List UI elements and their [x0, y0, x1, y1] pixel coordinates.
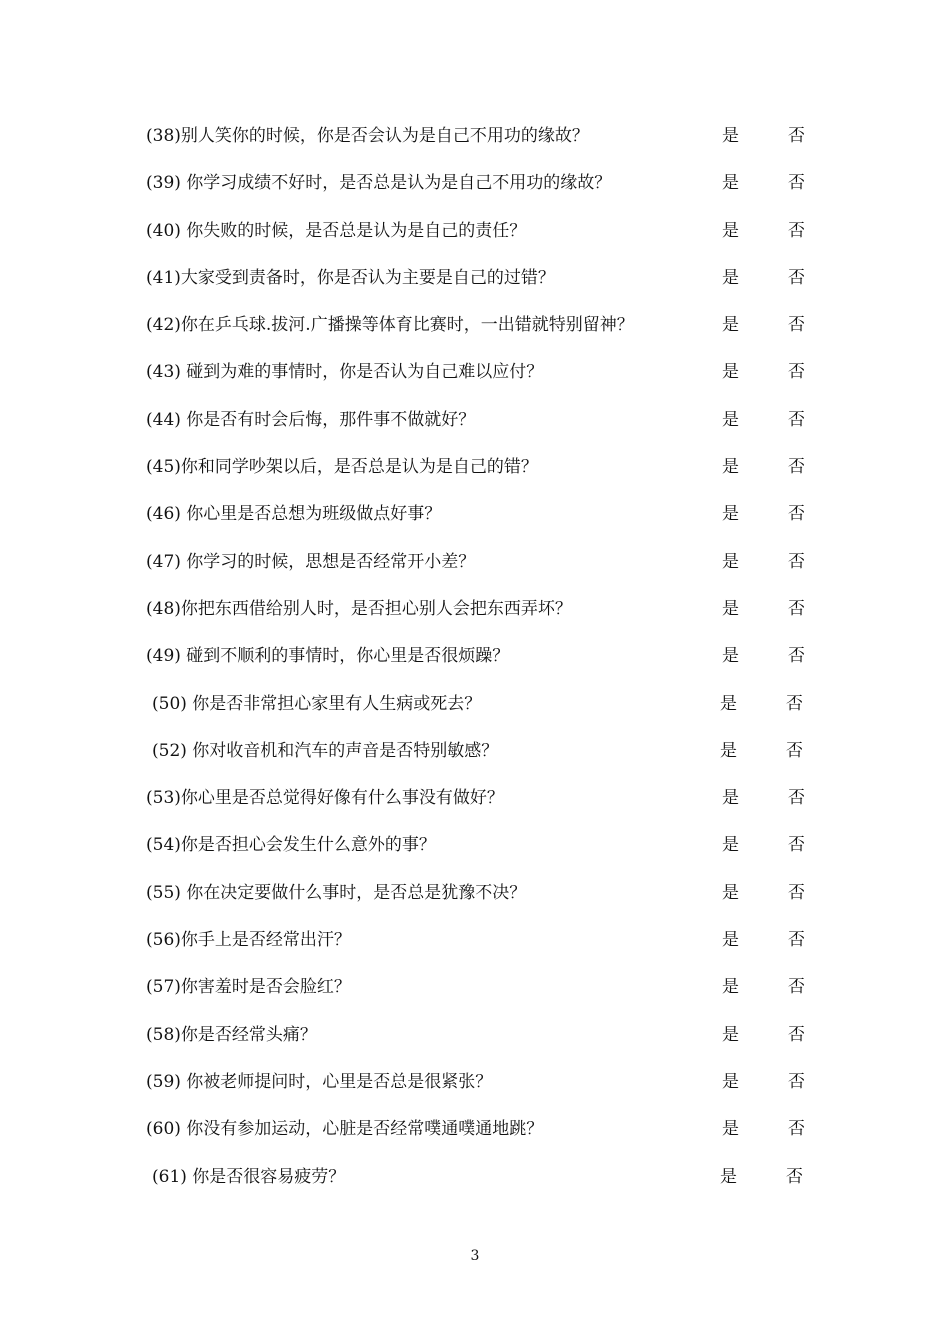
question-text: (45)你和同学吵架以后，是否总是认为是自己的错？: [146, 457, 538, 478]
answer-yes: 是: [722, 1119, 739, 1140]
question-row: [0, 112, 950, 159]
answer-yes: 是: [722, 457, 739, 478]
question-row: [0, 538, 950, 585]
answer-no: 否: [788, 598, 805, 619]
question-row: [0, 632, 950, 679]
answer-yes: 是: [722, 126, 739, 146]
answer-no: 否: [788, 1119, 805, 1140]
question-text: (42)你在乒乓球.拔河.广播操等体育比赛时，一出错就特别留神？: [146, 315, 634, 336]
answer-no: 否: [788, 362, 805, 383]
answer-yes: 是: [722, 1024, 739, 1045]
answer-no: 否: [788, 646, 805, 667]
answer-no: 否: [786, 1166, 803, 1187]
question-text: (58)你是否经常头痛？: [146, 1024, 317, 1045]
answer-no: 否: [788, 173, 805, 194]
question-text: (50) 你是否非常担心家里有人生病或死去？: [152, 693, 482, 714]
question-row: [0, 680, 950, 727]
answer-yes: 是: [722, 977, 739, 998]
question-text: (48)你把东西借给别人时，是否担心别人会把东西弄坏？: [146, 598, 572, 619]
answer-no: 否: [788, 267, 805, 288]
question-row: [0, 916, 950, 963]
question-text: (41)大家受到责备时，你是否认为主要是自己的过错？: [146, 267, 555, 288]
answer-yes: 是: [722, 504, 739, 525]
question-text: (52) 你对收音机和汽车的声音是否特别敏感？: [152, 740, 499, 761]
question-text: (60) 你没有参加运动，心脏是否经常噗通噗通地跳？: [146, 1119, 544, 1140]
question-text: (49) 碰到不顺利的事情时，你心里是否很烦躁？: [146, 646, 510, 667]
question-text: (43) 碰到为难的事情时，你是否认为自己难以应付？: [146, 362, 544, 383]
answer-no: 否: [788, 1024, 805, 1045]
answer-no: 否: [788, 835, 805, 856]
question-row: [0, 443, 950, 490]
answer-yes: 是: [722, 882, 739, 903]
question-text: (54)你是否担心会发生什么意外的事？: [146, 835, 436, 856]
question-text: (38)别人笑你的时候，你是否会认为是自己不用功的缘故？: [146, 126, 589, 146]
question-row: [0, 159, 950, 206]
answer-yes: 是: [722, 646, 739, 667]
answer-yes: 是: [722, 835, 739, 856]
question-list: [0, 112, 950, 1200]
question-row: [0, 396, 950, 443]
question-row: [0, 727, 950, 774]
answer-no: 否: [788, 504, 805, 525]
question-row: [0, 963, 950, 1010]
question-text: (47) 你学习的时候，思想是否经常开小差？: [146, 551, 476, 572]
answer-yes: 是: [720, 1166, 737, 1187]
answer-no: 否: [786, 740, 803, 761]
answer-yes: 是: [722, 315, 739, 336]
question-text: (59) 你被老师提问时，心里是否总是很紧张？: [146, 1071, 493, 1092]
question-row: [0, 301, 950, 348]
question-row: [0, 1153, 950, 1200]
page-number: 3: [470, 1248, 480, 1264]
question-row: [0, 1105, 950, 1152]
question-text: (55) 你在决定要做什么事时，是否总是犹豫不决？: [146, 882, 527, 903]
question-row: [0, 821, 950, 868]
answer-yes: 是: [720, 740, 737, 761]
question-text: (46) 你心里是否总想为班级做点好事？: [146, 504, 442, 525]
question-text: (44) 你是否有时会后悔，那件事不做就好？: [146, 409, 476, 430]
answer-yes: 是: [722, 551, 739, 572]
question-text: (57)你害羞时是否会脸红？: [146, 977, 351, 998]
question-text: (56)你手上是否经常出汗？: [146, 930, 351, 951]
question-row: [0, 490, 950, 537]
answer-no: 否: [788, 457, 805, 478]
question-text: (39) 你学习成绩不好时，是否总是认为是自己不用功的缘故？: [146, 173, 612, 194]
answer-no: 否: [788, 882, 805, 903]
answer-no: 否: [788, 126, 805, 146]
question-row: [0, 774, 950, 821]
answer-yes: 是: [722, 598, 739, 619]
answer-yes: 是: [722, 930, 739, 951]
answer-yes: 是: [722, 1071, 739, 1092]
answer-yes: 是: [722, 220, 739, 241]
answer-yes: 是: [722, 173, 739, 194]
answer-yes: 是: [722, 409, 739, 430]
question-row: [0, 1058, 950, 1105]
question-text: (40) 你失败的时候，是否总是认为是自己的责任？: [146, 220, 527, 241]
answer-yes: 是: [722, 788, 739, 809]
answer-yes: 是: [722, 267, 739, 288]
answer-no: 否: [788, 1071, 805, 1092]
question-row: [0, 869, 950, 916]
answer-no: 否: [788, 977, 805, 998]
answer-no: 否: [788, 788, 805, 809]
answer-no: 否: [786, 693, 803, 714]
question-row: [0, 254, 950, 301]
answer-yes: 是: [720, 693, 737, 714]
answer-no: 否: [788, 930, 805, 951]
question-text: (53)你心里是否总觉得好像有什么事没有做好？: [146, 788, 504, 809]
question-row: [0, 1011, 950, 1058]
answer-no: 否: [788, 409, 805, 430]
answer-no: 否: [788, 551, 805, 572]
question-row: [0, 207, 950, 254]
answer-no: 否: [788, 220, 805, 241]
answer-yes: 是: [722, 362, 739, 383]
answer-no: 否: [788, 315, 805, 336]
question-row: [0, 348, 950, 395]
question-row: [0, 585, 950, 632]
question-text: (61) 你是否很容易疲劳？: [152, 1166, 346, 1187]
